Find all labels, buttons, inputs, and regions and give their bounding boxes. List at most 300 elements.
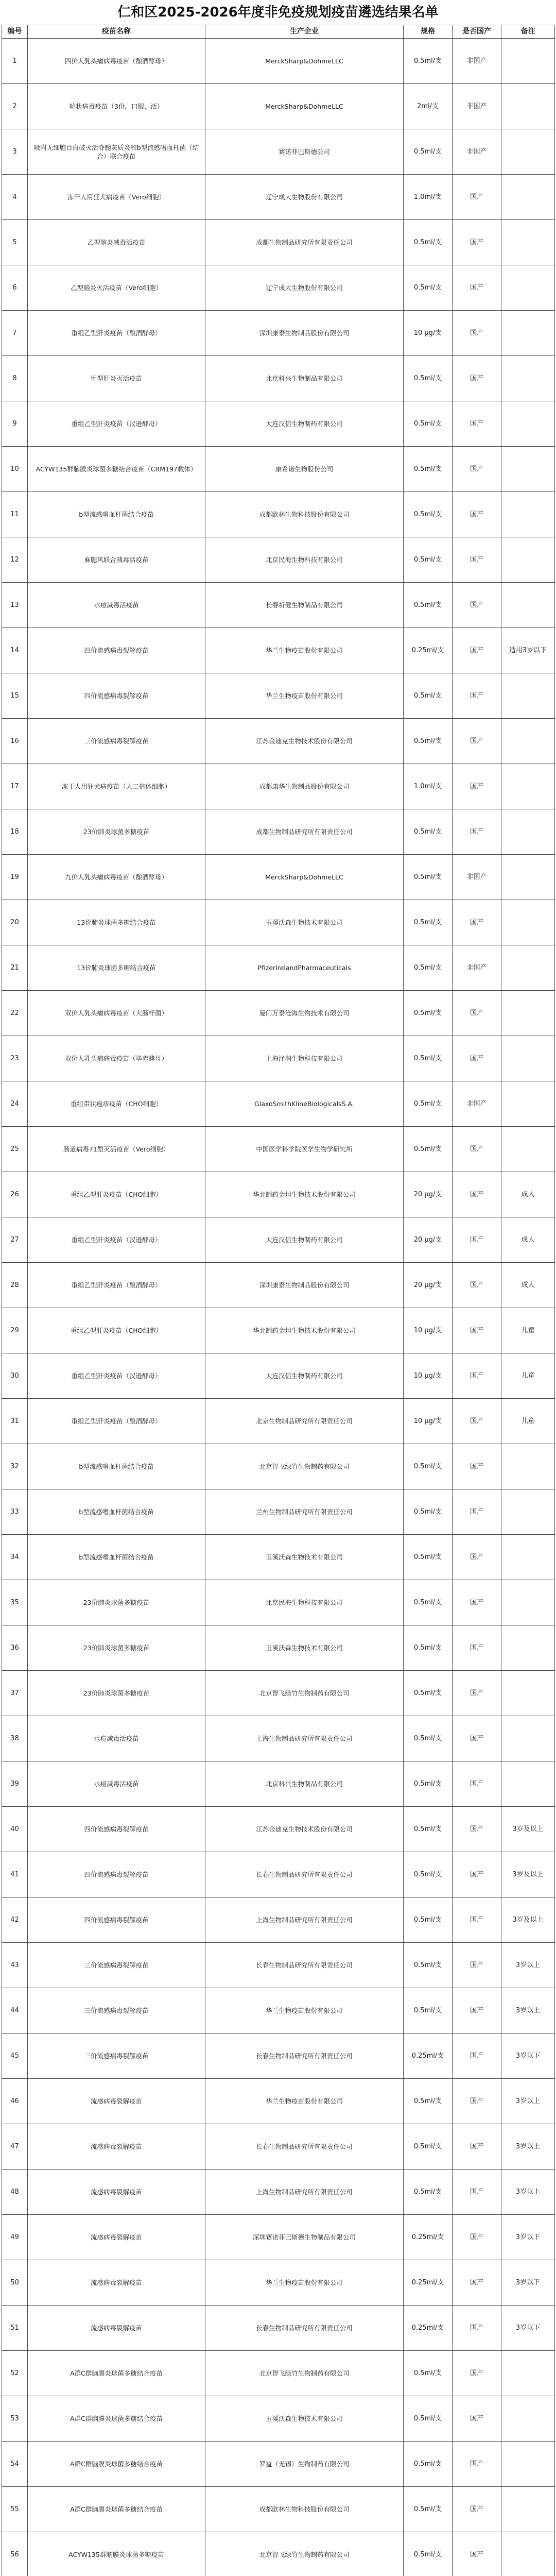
cell-manufacturer: 北京智飞绿竹生物制药有限公司 (205, 1671, 404, 1716)
cell-remarks (501, 991, 555, 1036)
table-row (2, 265, 555, 311)
table-row (2, 1852, 555, 1897)
cell-vaccine-name: 三价流感病毒裂解疫苗 (28, 1988, 205, 2033)
cell-vaccine-name: 重组乙型肝炎疫苗（CHO细胞） (28, 1308, 205, 1353)
cell-number: 38 (2, 1716, 28, 1761)
cell-manufacturer: PfizerIrelandPharmaceuticals (205, 945, 404, 991)
cell-number: 33 (2, 1489, 28, 1535)
cell-number: 1 (2, 39, 28, 84)
table-row (2, 1263, 555, 1308)
cell-remarks: 成人 (501, 1263, 555, 1308)
cell-vaccine-name: 重组乙型肝炎疫苗（酿酒酵母） (28, 1399, 205, 1444)
cell-number: 35 (2, 1580, 28, 1625)
cell-remarks (501, 2396, 555, 2442)
cell-vaccine-name: 三价流感病毒裂解疫苗 (28, 1943, 205, 1988)
cell-specification: 0.5ml/支 (404, 1444, 453, 1489)
cell-remarks (501, 401, 555, 447)
cell-number: 46 (2, 2079, 28, 2124)
cell-manufacturer: 玉溪沃森生物技术有限公司 (205, 2396, 404, 2442)
cell-remarks: 3岁及以上 (501, 1807, 555, 1852)
cell-vaccine-name: 水痘减毒活疫苗 (28, 1716, 205, 1761)
cell-domestic: 国产 (453, 1897, 501, 1943)
cell-specification: 0.5ml/支 (404, 220, 453, 265)
cell-domestic: 国产 (453, 1353, 501, 1399)
cell-number: 47 (2, 2124, 28, 2170)
cell-remarks: 3岁及以上 (501, 1897, 555, 1943)
cell-specification: 0.5ml/支 (404, 1127, 453, 1172)
cell-specification: 0.5ml/支 (404, 1761, 453, 1807)
cell-vaccine-name: 重组乙型肝炎疫苗（酿酒酵母） (28, 311, 205, 356)
cell-remarks (501, 583, 555, 628)
cell-number: 52 (2, 2351, 28, 2396)
cell-domestic: 国产 (453, 2396, 501, 2442)
cell-specification: 0.5ml/支 (404, 2170, 453, 2215)
cell-remarks (501, 1580, 555, 1625)
cell-domestic: 国产 (453, 991, 501, 1036)
cell-specification: 20 μg/支 (404, 1263, 453, 1308)
table-row (2, 719, 555, 764)
table-row (2, 1127, 555, 1172)
cell-manufacturer: 深圳赛诺菲巴斯德生物制品有限公司 (205, 2215, 404, 2260)
cell-manufacturer: 华兰生物疫苗股份有限公司 (205, 2260, 404, 2306)
cell-manufacturer: 北京生物制品研究所有限责任公司 (205, 1399, 404, 1444)
cell-vaccine-name: 麻腮风联合减毒活疫苗 (28, 537, 205, 583)
cell-domestic: 国产 (453, 401, 501, 447)
cell-remarks: 儿童 (501, 1399, 555, 1444)
cell-vaccine-name: 13价肺炎球菌多糖结合疫苗 (28, 945, 205, 991)
cell-manufacturer: 北京智飞绿竹生物制药有限公司 (205, 2351, 404, 2396)
cell-specification: 0.5ml/支 (404, 945, 453, 991)
cell-domestic: 国产 (453, 1625, 501, 1671)
cell-remarks (501, 809, 555, 855)
cell-manufacturer: 玉溪沃森生物技术有限公司 (205, 1535, 404, 1580)
cell-remarks (501, 1127, 555, 1172)
cell-number: 55 (2, 2487, 28, 2532)
table-row (2, 1172, 555, 1217)
cell-vaccine-name: 流感病毒裂解疫苗 (28, 2260, 205, 2306)
cell-vaccine-name: b型流感嗜血杆菌结合疫苗 (28, 1489, 205, 1535)
header-domestic: 是否国产 (453, 25, 501, 39)
cell-vaccine-name: 23价肺炎球菌多糖疫苗 (28, 809, 205, 855)
cell-specification: 0.5ml/支 (404, 1807, 453, 1852)
cell-specification: 0.5ml/支 (404, 1036, 453, 1081)
cell-vaccine-name: 四价流感病毒裂解疫苗 (28, 673, 205, 719)
cell-remarks (501, 945, 555, 991)
cell-vaccine-name: 流感病毒裂解疫苗 (28, 2079, 205, 2124)
cell-domestic: 国产 (453, 1263, 501, 1308)
header-number: 编号 (2, 25, 28, 39)
cell-domestic: 国产 (453, 2170, 501, 2215)
cell-vaccine-name: A群C群脑膜炎球菌多糖结合疫苗 (28, 2396, 205, 2442)
cell-number: 18 (2, 809, 28, 855)
cell-remarks (501, 900, 555, 945)
cell-remarks: 适用3岁以下 (501, 628, 555, 673)
cell-specification: 0.5ml/支 (404, 39, 453, 84)
cell-specification: 0.25ml/支 (404, 2033, 453, 2079)
cell-vaccine-name: 冻干人用狂犬病疫苗（Vero细胞） (28, 175, 205, 220)
cell-domestic: 国产 (453, 175, 501, 220)
cell-manufacturer: 华兰生物疫苗股份有限公司 (205, 673, 404, 719)
cell-vaccine-name: 三价流感病毒裂解疫苗 (28, 2033, 205, 2079)
table-row (2, 1580, 555, 1625)
cell-specification: 0.5ml/支 (404, 1943, 453, 1988)
cell-manufacturer: 长春生物制品研究所有限责任公司 (205, 1852, 404, 1897)
cell-remarks (501, 1716, 555, 1761)
cell-specification: 0.5ml/支 (404, 129, 453, 175)
table-row (2, 175, 555, 220)
cell-manufacturer: MerckSharp&DohmeLLC (205, 855, 404, 900)
cell-manufacturer: 成都欧林生物科技股份有限公司 (205, 2487, 404, 2532)
cell-manufacturer: 长春祈健生物制品有限公司 (205, 583, 404, 628)
cell-vaccine-name: b型流感嗜血杆菌结合疫苗 (28, 1535, 205, 1580)
table-row (2, 1353, 555, 1399)
cell-specification: 10 μg/支 (404, 1353, 453, 1399)
cell-domestic: 国产 (453, 2487, 501, 2532)
cell-domestic: 国产 (453, 1580, 501, 1625)
cell-specification: 0.5ml/支 (404, 2079, 453, 2124)
cell-domestic: 国产 (453, 1217, 501, 1263)
cell-specification: 0.5ml/支 (404, 855, 453, 900)
cell-specification: 0.5ml/支 (404, 2487, 453, 2532)
cell-number: 22 (2, 991, 28, 1036)
cell-number: 26 (2, 1172, 28, 1217)
cell-remarks (501, 1444, 555, 1489)
cell-domestic: 非国产 (453, 945, 501, 991)
cell-remarks: 成人 (501, 1172, 555, 1217)
cell-remarks: 成人 (501, 1217, 555, 1263)
table-row (2, 1081, 555, 1127)
table-row (2, 1671, 555, 1716)
cell-specification: 10 μg/支 (404, 311, 453, 356)
cell-manufacturer: 中国医学科学院医学生物学研究所 (205, 1127, 404, 1172)
cell-manufacturer: 上海生物制品研究所有限责任公司 (205, 1716, 404, 1761)
cell-vaccine-name: 流感病毒裂解疫苗 (28, 2215, 205, 2260)
cell-number: 41 (2, 1852, 28, 1897)
cell-specification: 0.5ml/支 (404, 809, 453, 855)
table-row (2, 2351, 555, 2396)
cell-vaccine-name: 重组带状疱疹疫苗（CHO细胞） (28, 1081, 205, 1127)
cell-manufacturer: 大连汉信生物制药有限公司 (205, 401, 404, 447)
table-body (2, 39, 555, 2576)
cell-number: 51 (2, 2306, 28, 2351)
cell-manufacturer: 玉溪沃森生物技术有限公司 (205, 900, 404, 945)
cell-specification: 1.0ml/支 (404, 764, 453, 809)
cell-vaccine-name: 23价肺炎球菌多糖疫苗 (28, 1625, 205, 1671)
cell-vaccine-name: 四价流感病毒裂解疫苗 (28, 628, 205, 673)
cell-number: 32 (2, 1444, 28, 1489)
cell-number: 3 (2, 129, 28, 175)
cell-domestic: 国产 (453, 719, 501, 764)
cell-manufacturer: 康希诺生物股份公司 (205, 447, 404, 492)
vaccine-table (2, 25, 555, 2576)
cell-number: 5 (2, 220, 28, 265)
cell-manufacturer: 成都生物制品研究所有限责任公司 (205, 220, 404, 265)
cell-remarks (501, 2351, 555, 2396)
cell-manufacturer: GlaxoSmithKlineBiologicalsS.A. (205, 1081, 404, 1127)
cell-manufacturer: MerckSharp&DohmeLLC (205, 39, 404, 84)
cell-remarks (501, 220, 555, 265)
cell-specification: 0.5ml/支 (404, 991, 453, 1036)
cell-vaccine-name: 重组乙型肝炎疫苗（汉逊酵母） (28, 1217, 205, 1263)
cell-remarks (501, 764, 555, 809)
cell-specification: 0.5ml/支 (404, 447, 453, 492)
cell-domestic: 国产 (453, 1444, 501, 1489)
cell-manufacturer: 北京智飞绿竹生物制药有限公司 (205, 1444, 404, 1489)
cell-number: 42 (2, 1897, 28, 1943)
cell-number: 39 (2, 1761, 28, 1807)
cell-number: 30 (2, 1353, 28, 1399)
cell-remarks (501, 1761, 555, 1807)
cell-manufacturer: 北京科兴生物制品有限公司 (205, 1761, 404, 1807)
cell-vaccine-name: 重组乙型肝炎疫苗（汉逊酵母） (28, 401, 205, 447)
cell-manufacturer: 兰州生物制品研究所有限责任公司 (205, 1489, 404, 1535)
cell-remarks: 3岁及以上 (501, 1852, 555, 1897)
cell-remarks: 3岁以上 (501, 2170, 555, 2215)
cell-number: 50 (2, 2260, 28, 2306)
cell-specification: 0.5ml/支 (404, 1897, 453, 1943)
table-row (2, 2170, 555, 2215)
cell-vaccine-name: A群C群脑膜炎球菌多糖结合疫苗 (28, 2442, 205, 2487)
cell-vaccine-name: 吸附无细胞百白破灭活脊髓灰质炎和b型流感嗜血杆菌（结合）联合疫苗 (28, 129, 205, 175)
table-row (2, 764, 555, 809)
cell-manufacturer: 华北制药金坦生物技术股份有限公司 (205, 1172, 404, 1217)
cell-domestic: 国产 (453, 2033, 501, 2079)
cell-remarks (501, 719, 555, 764)
cell-domestic: 国产 (453, 220, 501, 265)
cell-number: 11 (2, 492, 28, 537)
header-remarks: 备注 (501, 25, 555, 39)
cell-number: 54 (2, 2442, 28, 2487)
cell-manufacturer: 北京科兴生物制品有限公司 (205, 356, 404, 401)
table-row (2, 311, 555, 356)
cell-number: 36 (2, 1625, 28, 1671)
header-manufacturer: 生产企业 (205, 25, 404, 39)
table-header-row (2, 25, 555, 39)
table-row (2, 1897, 555, 1943)
cell-specification: 10 μg/支 (404, 1399, 453, 1444)
cell-domestic: 国产 (453, 2351, 501, 2396)
cell-vaccine-name: 流感病毒裂解疫苗 (28, 2170, 205, 2215)
table-row (2, 628, 555, 673)
cell-number: 31 (2, 1399, 28, 1444)
cell-number: 8 (2, 356, 28, 401)
cell-vaccine-name: 重组乙型肝炎疫苗（汉逊酵母） (28, 1353, 205, 1399)
cell-vaccine-name: 水痘减毒活疫苗 (28, 1761, 205, 1807)
cell-number: 13 (2, 583, 28, 628)
cell-specification: 0.5ml/支 (404, 900, 453, 945)
cell-specification: 0.5ml/支 (404, 2532, 453, 2576)
cell-remarks (501, 2532, 555, 2576)
cell-remarks: 儿童 (501, 1353, 555, 1399)
table-row (2, 447, 555, 492)
cell-vaccine-name: 13价肺炎球菌多糖结合疫苗 (28, 900, 205, 945)
table-row (2, 1217, 555, 1263)
table-row (2, 1535, 555, 1580)
cell-manufacturer: 长春生物制品研究所有限责任公司 (205, 2306, 404, 2351)
cell-vaccine-name: ACYW135群脑膜炎球菌多糖疫苗 (28, 2532, 205, 2576)
cell-specification: 0.5ml/支 (404, 356, 453, 401)
cell-domestic: 国产 (453, 628, 501, 673)
cell-domestic: 国产 (453, 1127, 501, 1172)
cell-manufacturer: 北京智飞绿竹生物制药有限公司 (205, 2532, 404, 2576)
cell-remarks (501, 1081, 555, 1127)
table-row (2, 2532, 555, 2576)
cell-remarks (501, 855, 555, 900)
cell-domestic: 国产 (453, 2124, 501, 2170)
cell-specification: 0.5ml/支 (404, 2442, 453, 2487)
cell-number: 21 (2, 945, 28, 991)
cell-domestic: 国产 (453, 1988, 501, 2033)
cell-specification: 0.5ml/支 (404, 401, 453, 447)
table-row (2, 900, 555, 945)
cell-number: 24 (2, 1081, 28, 1127)
cell-vaccine-name: 23价肺炎球菌多糖疫苗 (28, 1671, 205, 1716)
cell-domestic: 国产 (453, 537, 501, 583)
cell-domestic: 非国产 (453, 1081, 501, 1127)
cell-domestic: 国产 (453, 1761, 501, 1807)
cell-remarks (501, 129, 555, 175)
cell-number: 6 (2, 265, 28, 311)
cell-vaccine-name: 重组乙型肝炎疫苗（酿酒酵母） (28, 1263, 205, 1308)
cell-domestic: 国产 (453, 1943, 501, 1988)
cell-number: 28 (2, 1263, 28, 1308)
cell-remarks (501, 492, 555, 537)
header-specification: 规格 (404, 25, 453, 39)
cell-vaccine-name: b型流感嗜血杆菌结合疫苗 (28, 1444, 205, 1489)
table-row (2, 1399, 555, 1444)
cell-number: 4 (2, 175, 28, 220)
cell-manufacturer: 辽宁成大生物股份有限公司 (205, 265, 404, 311)
table-row (2, 2442, 555, 2487)
cell-domestic: 国产 (453, 809, 501, 855)
cell-manufacturer: 上海生物制品研究所有限责任公司 (205, 1897, 404, 1943)
cell-manufacturer: 华北制药金坦生物技术股份有限公司 (205, 1308, 404, 1353)
table-row (2, 84, 555, 129)
cell-domestic: 国产 (453, 2079, 501, 2124)
table-row (2, 1943, 555, 1988)
cell-vaccine-name: 双价人乳头瘤病毒疫苗（大肠杆菌） (28, 991, 205, 1036)
cell-manufacturer: 成都欧林生物科技股份有限公司 (205, 492, 404, 537)
cell-specification: 0.5ml/支 (404, 1580, 453, 1625)
table-row (2, 2260, 555, 2306)
cell-manufacturer: 华兰生物疫苗股份有限公司 (205, 2079, 404, 2124)
cell-manufacturer: 成都生物制品研究所有限责任公司 (205, 809, 404, 855)
cell-domestic: 国产 (453, 2260, 501, 2306)
cell-domestic: 非国产 (453, 129, 501, 175)
table-row (2, 129, 555, 175)
cell-specification: 0.5ml/支 (404, 537, 453, 583)
cell-remarks: 3岁以下 (501, 2215, 555, 2260)
table-row (2, 1761, 555, 1807)
cell-domestic: 国产 (453, 2532, 501, 2576)
cell-remarks: 3岁以上 (501, 2124, 555, 2170)
cell-vaccine-name: A群C群脑膜炎球菌多糖结合疫苗 (28, 2487, 205, 2532)
cell-vaccine-name: A群C群脑膜炎球菌多糖结合疫苗 (28, 2351, 205, 2396)
cell-number: 23 (2, 1036, 28, 1081)
table-row (2, 2396, 555, 2442)
cell-manufacturer: 上海生物制品研究所有限责任公司 (205, 2170, 404, 2215)
cell-remarks: 3岁以下 (501, 2260, 555, 2306)
cell-domestic: 非国产 (453, 39, 501, 84)
table-row (2, 583, 555, 628)
cell-manufacturer: 成都康华生物制品股份有限公司 (205, 764, 404, 809)
cell-number: 43 (2, 1943, 28, 1988)
cell-domestic: 国产 (453, 1399, 501, 1444)
cell-vaccine-name: 流感病毒裂解疫苗 (28, 2124, 205, 2170)
table-row (2, 2079, 555, 2124)
cell-remarks (501, 175, 555, 220)
cell-specification: 0.25ml/支 (404, 628, 453, 673)
cell-remarks (501, 1625, 555, 1671)
cell-manufacturer: 华兰生物疫苗股份有限公司 (205, 1988, 404, 2033)
cell-specification: 0.5ml/支 (404, 673, 453, 719)
cell-domestic: 国产 (453, 1671, 501, 1716)
cell-domestic: 国产 (453, 1807, 501, 1852)
cell-vaccine-name: 水痘减毒活疫苗 (28, 583, 205, 628)
table-row (2, 1625, 555, 1671)
cell-manufacturer: 大连汉信生物制药有限公司 (205, 1353, 404, 1399)
cell-domestic: 国产 (453, 673, 501, 719)
table-row (2, 2124, 555, 2170)
cell-domestic: 国产 (453, 2306, 501, 2351)
cell-vaccine-name: 重组乙型肝炎疫苗（CHO细胞） (28, 1172, 205, 1217)
cell-vaccine-name: 甲型肝炎灭活疫苗 (28, 356, 205, 401)
cell-specification: 0.5ml/支 (404, 1671, 453, 1716)
table-row (2, 2487, 555, 2532)
cell-manufacturer: 上海泽润生物科技有限公司 (205, 1036, 404, 1081)
cell-specification: 0.25ml/支 (404, 2306, 453, 2351)
table-row (2, 1036, 555, 1081)
cell-remarks (501, 1036, 555, 1081)
cell-vaccine-name: 乙型脑炎灭活疫苗（Vero细胞） (28, 265, 205, 311)
cell-domestic: 非国产 (453, 855, 501, 900)
cell-remarks (501, 1671, 555, 1716)
cell-vaccine-name: 四价流感病毒裂解疫苗 (28, 1897, 205, 1943)
cell-domestic: 国产 (453, 265, 501, 311)
cell-specification: 2ml/支 (404, 84, 453, 129)
cell-manufacturer: MerckSharp&DohmeLLC (205, 84, 404, 129)
cell-number: 49 (2, 2215, 28, 2260)
cell-remarks: 3岁以上 (501, 2079, 555, 2124)
cell-vaccine-name: 九价人乳头瘤病毒疫苗（酿酒酵母） (28, 855, 205, 900)
cell-domestic: 国产 (453, 1308, 501, 1353)
cell-specification: 0.5ml/支 (404, 719, 453, 764)
cell-domestic: 国产 (453, 1535, 501, 1580)
cell-domestic: 国产 (453, 447, 501, 492)
cell-remarks (501, 1489, 555, 1535)
cell-remarks (501, 2487, 555, 2532)
table-row (2, 855, 555, 900)
cell-manufacturer: 辽宁成大生物股份有限公司 (205, 175, 404, 220)
cell-manufacturer: 厦门万泰沧海生物技术有限公司 (205, 991, 404, 1036)
cell-number: 56 (2, 2532, 28, 2576)
cell-vaccine-name: 23价肺炎球菌多糖疫苗 (28, 1580, 205, 1625)
cell-specification: 0.5ml/支 (404, 2351, 453, 2396)
table-row (2, 220, 555, 265)
cell-number: 9 (2, 401, 28, 447)
cell-number: 19 (2, 855, 28, 900)
cell-specification: 10 μg/支 (404, 1308, 453, 1353)
cell-number: 27 (2, 1217, 28, 1263)
cell-number: 45 (2, 2033, 28, 2079)
cell-domestic: 非国产 (453, 84, 501, 129)
table-row (2, 1489, 555, 1535)
table-row (2, 537, 555, 583)
cell-number: 7 (2, 311, 28, 356)
cell-number: 40 (2, 1807, 28, 1852)
cell-manufacturer: 江苏金迪克生物技术股份有限公司 (205, 719, 404, 764)
cell-number: 48 (2, 2170, 28, 2215)
